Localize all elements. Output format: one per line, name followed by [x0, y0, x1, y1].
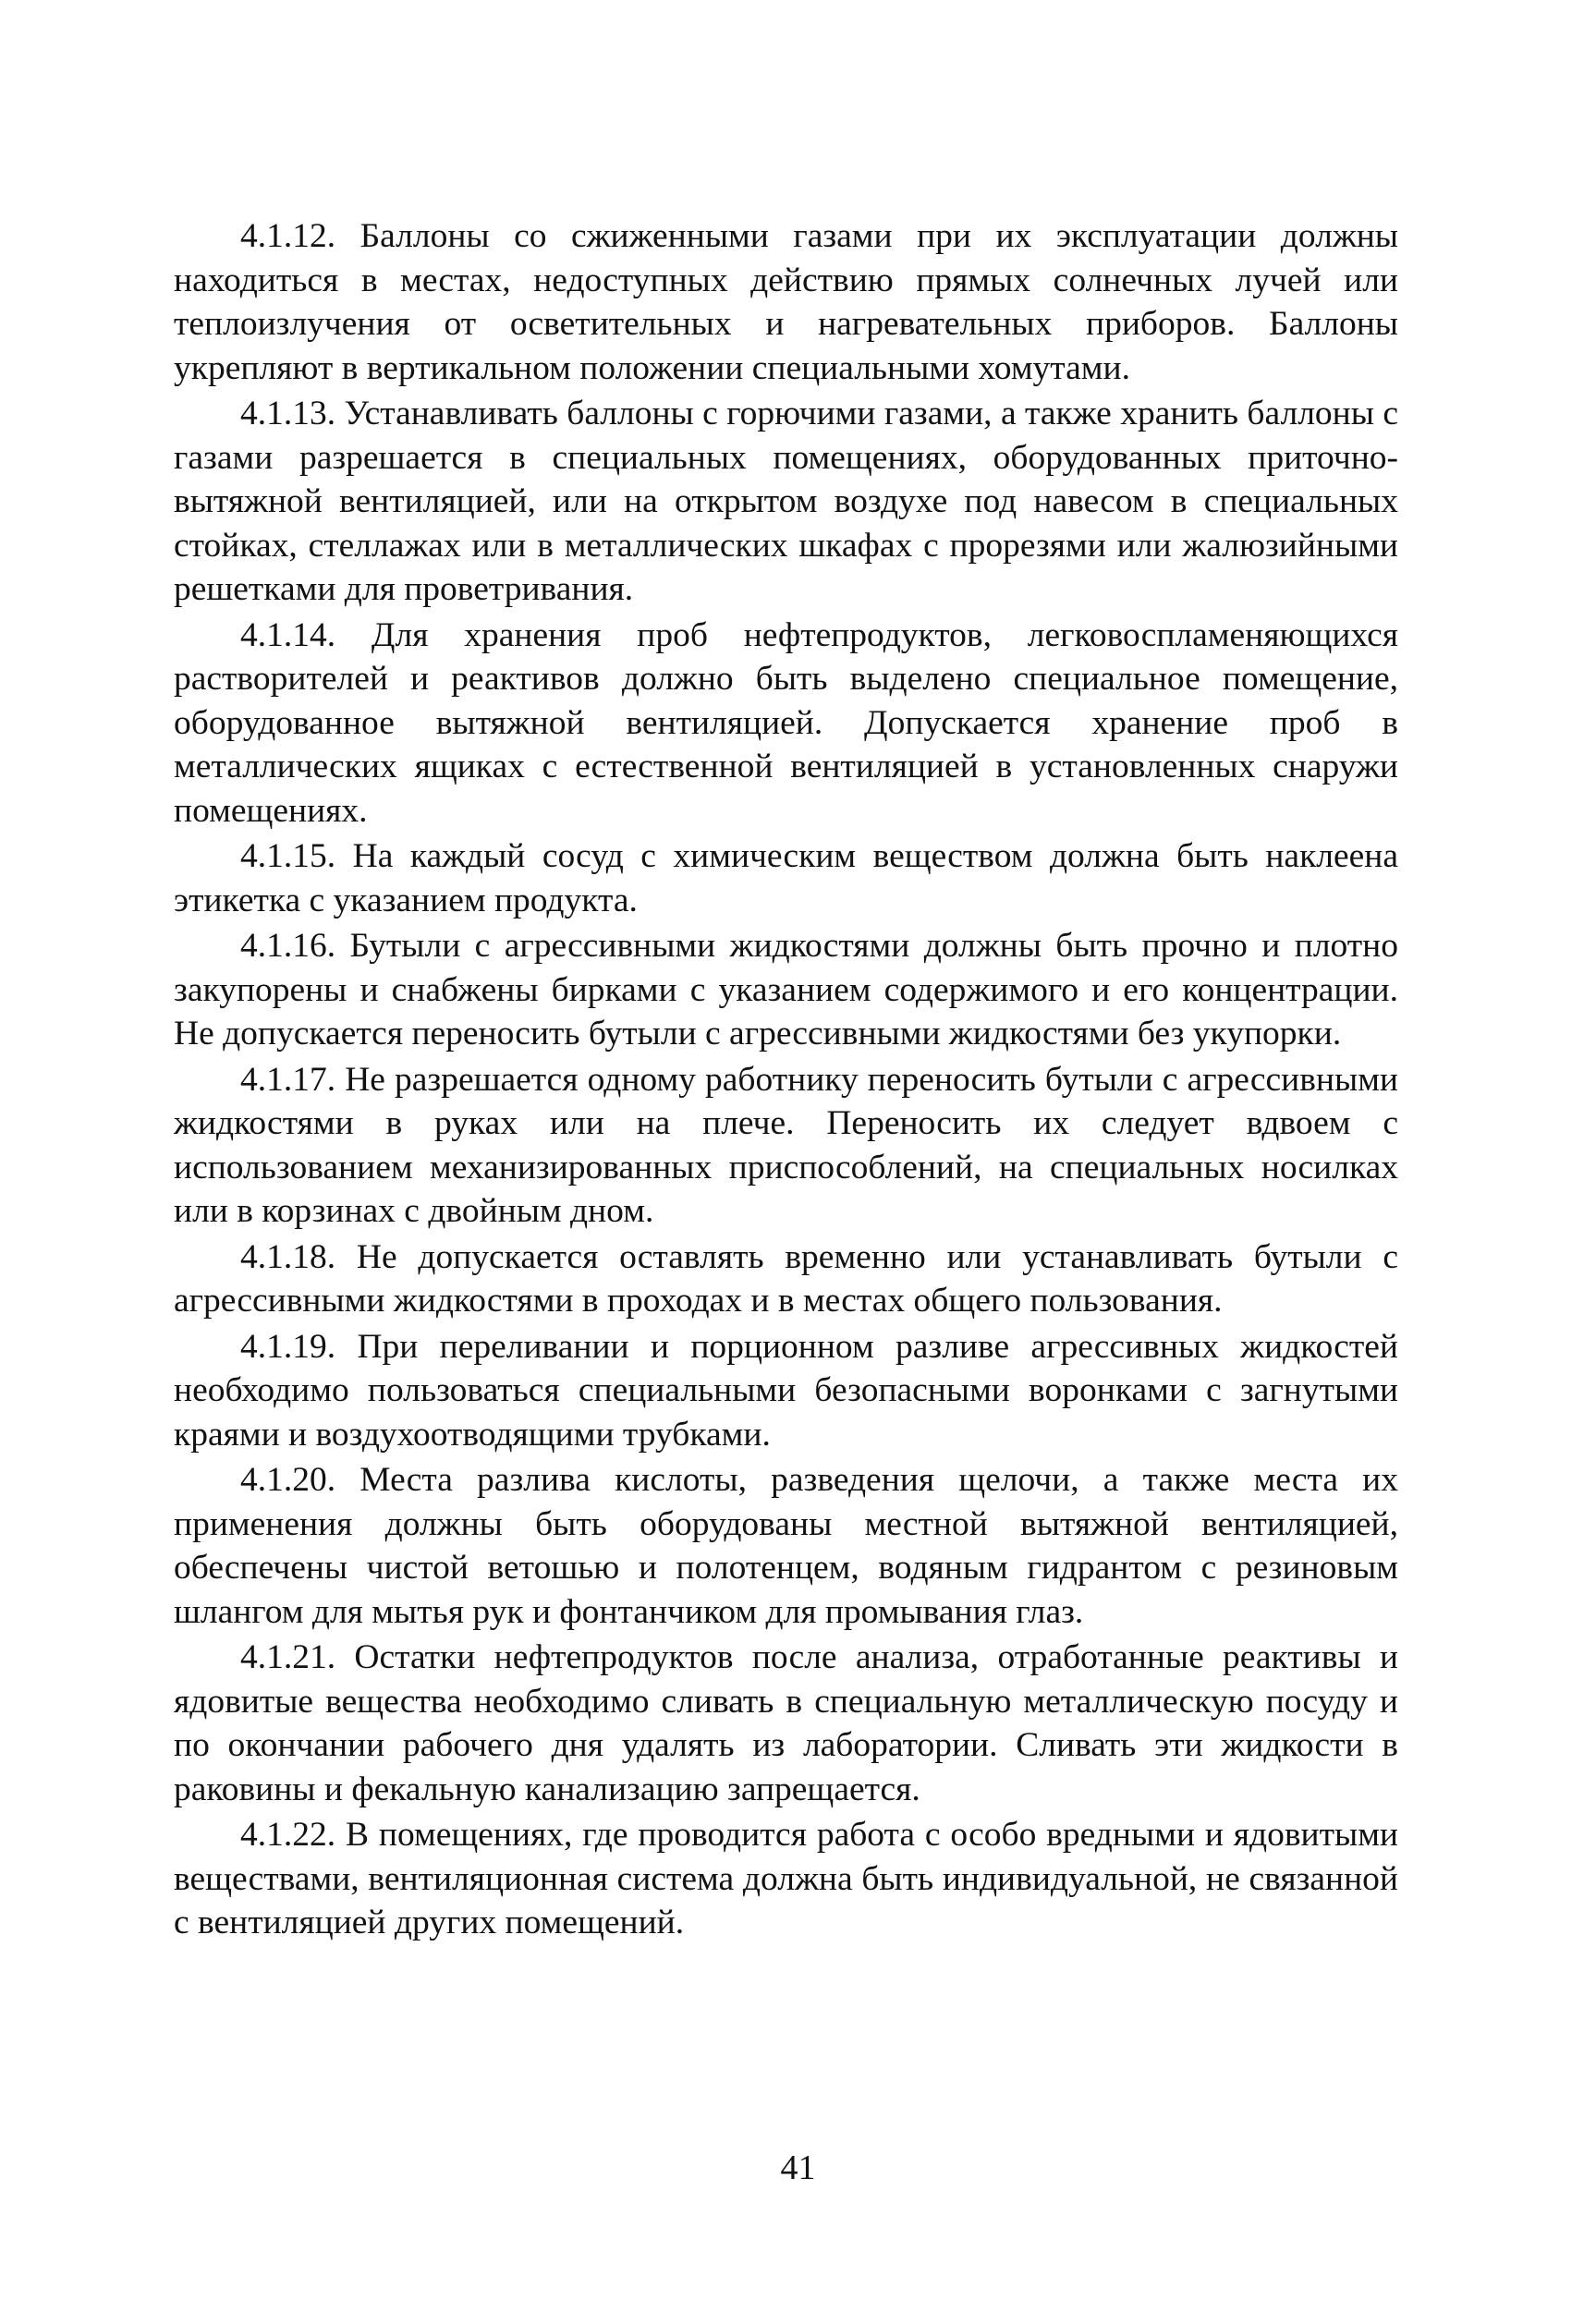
paragraph-4-1-12: 4.1.12. Баллоны со сжиженными газами при их эксплуатации должны находиться в местах, недоступных действию прямых солнечных лучей или теплоизлучения от осветительных и нагревательных приборов. Баллоны укрепляют в вертикальном положении специальными хомутами. — [174, 217, 1398, 387]
paragraph-4-1-18: 4.1.18. Не допускается оставлять временно или устанавливать бутыли с агрессивными жидкостями в проходах и в местах общего пользования. — [174, 1237, 1398, 1320]
paragraph-4-1-15: 4.1.15. На каждый сосуд с химическим веществом должна быть наклеена этикетка с указанием продукта. — [174, 837, 1398, 919]
paragraph-4-1-13: 4.1.13. Устанавливать баллоны с горючими газами, а также хранить баллоны с газами разрешается в специальных помещениях, оборудованных приточно-вытяжной вентиляцией, или на открытом воздухе под навесом в специальных стойках, стеллажах или в металлических шкафах с прорезями или жалюзийными решетками для проветривания. — [174, 395, 1398, 608]
paragraph-4-1-14: 4.1.14. Для хранения проб нефтепродуктов, легковоспламеняющихся растворителей и реактивов должно быть выделено специальное помещение, оборудованное вытяжной вентиляцией. Допускается хранение проб в металлических ящиках с естественной вентиляцией в установленных снаружи помещениях. — [174, 615, 1398, 830]
paragraph-4-1-22: 4.1.22. В помещениях, где проводится работа с особо вредными и ядовитыми веществами, вентиляционная система должна быть индивидуальной, не связанной с вентиляцией других помещений. — [174, 1816, 1398, 1941]
paragraph-4-1-17: 4.1.17. Не разрешается одному работнику переносить бутыли с агрессивными жидкостями в руках или на плече. Переносить их следует вдвоем с использованием механизированных приспособлений, на специальных носилках или в корзинах с двойным дном. — [174, 1060, 1398, 1230]
paragraph-4-1-16: 4.1.16. Бутыли с агрессивными жидкостями должны быть прочно и плотно закупорены и снабжены бирками с указанием содержимого и его концентрации. Не допускается переносить бутыли с агрессивными жидкостями без укупорки. — [174, 927, 1398, 1053]
text-column — [174, 214, 1398, 1945]
page-number: 41 — [780, 2148, 816, 2187]
paragraph-4-1-21: 4.1.21. Остатки нефтепродуктов после анализа, отработанные реактивы и ядовитые вещества необходимо сливать в специальную металлическую посуду и по окончании рабочего дня удалять из лаборатории. Сливать эти жидкости в раковины и фекальную канализацию запрещается. — [174, 1638, 1398, 1808]
paragraph-4-1-20: 4.1.20. Места разлива кислоты, разведения щелочи, а также места их применения должны быть оборудованы местной вытяжной вентиляцией, обеспечены чистой ветошью и полотенцем, водяным гидрантом с резиновым шлангом для мытья рук и фонтанчиком для промывания глаз. — [174, 1461, 1398, 1631]
paragraph-4-1-19: 4.1.19. При переливании и порционном разливе агрессивных жидкостей необходимо пользоваться специальными безопасными воронками с загнутыми краями и воздухоотводящими трубками. — [174, 1327, 1398, 1454]
